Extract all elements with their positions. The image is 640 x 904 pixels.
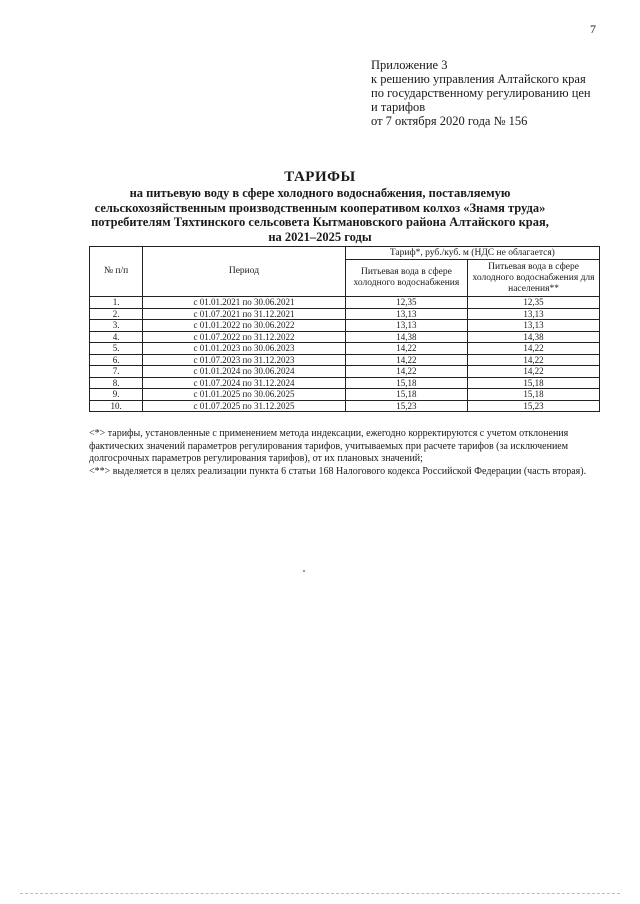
title-sub-line: на питьевую воду в сфере холодного водоснабжения, поставляемую — [129, 186, 511, 200]
tariff-b-cell: 13,13 — [468, 308, 600, 320]
table-row — [90, 354, 600, 366]
document-title — [0, 168, 640, 244]
table-row — [90, 331, 600, 343]
tariff-a-cell: 15,18 — [345, 377, 467, 389]
appendix-line: от 7 октября 2020 года № 156 — [371, 114, 528, 128]
table-row — [90, 320, 600, 332]
period-cell: с 01.07.2021 по 31.12.2021 — [143, 308, 346, 320]
title-sub-line: сельскохозяйственным производственным кооперативом колхоз «Знамя труда» — [94, 200, 546, 215]
row-number-cell: 1. — [90, 297, 143, 309]
page-number: 7 — [590, 22, 596, 36]
row-number-cell: 5. — [90, 343, 143, 355]
header-col-b: Питьевая вода в сфере холодного водоснабжения для населения** — [468, 260, 600, 297]
footnotes — [89, 428, 619, 478]
scan-speck — [303, 570, 305, 572]
appendix-line: к решению управления Алтайского края — [371, 72, 586, 86]
period-cell: с 01.01.2025 по 30.06.2025 — [143, 389, 346, 401]
title-sub-line: потребителям Тяхтинского сельсовета Кытмановского района Алтайского края, — [91, 215, 549, 229]
table-row — [90, 366, 600, 378]
tariff-b-cell: 14,22 — [468, 343, 600, 355]
tariff-b-cell: 14,22 — [468, 354, 600, 366]
tariff-a-cell: 14,38 — [345, 331, 467, 343]
table-row — [90, 343, 600, 355]
header-tariff-group: Тариф*, руб./куб. м (НДС не облагается) — [345, 247, 599, 260]
period-cell: с 01.07.2024 по 31.12.2024 — [143, 377, 346, 389]
table-row — [90, 308, 600, 320]
period-cell: с 01.01.2021 по 30.06.2021 — [143, 297, 346, 309]
tariff-b-cell: 12,35 — [468, 297, 600, 309]
period-cell: с 01.01.2022 по 30.06.2022 — [143, 320, 346, 332]
tariff-a-cell: 15,18 — [345, 389, 467, 401]
tariff-b-cell: 15,23 — [468, 400, 600, 412]
footnote-2: <**> выделяется в целях реализации пункта 6 статьи 168 Налогового кодекса Российской Федерации (часть вторая). — [89, 465, 587, 477]
tariff-a-cell: 13,13 — [345, 308, 467, 320]
page-bottom-edge — [20, 893, 620, 894]
tariff-b-cell: 14,38 — [468, 331, 600, 343]
table-row — [90, 389, 600, 401]
header-num: № п/п — [90, 247, 143, 297]
tariffs-table — [89, 246, 600, 412]
row-number-cell: 2. — [90, 308, 143, 320]
period-cell: с 01.07.2023 по 31.12.2023 — [143, 354, 346, 366]
period-cell: с 01.01.2023 по 30.06.2023 — [143, 343, 346, 355]
row-number-cell: 6. — [90, 354, 143, 366]
tariff-rows — [90, 297, 600, 412]
tariff-b-cell: 14,22 — [468, 366, 600, 378]
header-col-a: Питьевая вода в сфере холодного водоснабжения — [345, 260, 467, 297]
header-period: Период — [143, 247, 346, 297]
appendix-line: по государственному регулированию цен — [371, 86, 591, 100]
row-number-cell: 7. — [90, 366, 143, 378]
tariff-a-cell: 12,35 — [345, 297, 467, 309]
row-number-cell: 10. — [90, 400, 143, 412]
row-number-cell: 8. — [90, 377, 143, 389]
tariff-a-cell: 14,22 — [345, 343, 467, 355]
table-row — [90, 377, 600, 389]
table-row — [90, 297, 600, 309]
tariff-b-cell: 15,18 — [468, 377, 600, 389]
row-number-cell: 9. — [90, 389, 143, 401]
tariff-b-cell: 15,18 — [468, 389, 600, 401]
row-number-cell: 4. — [90, 331, 143, 343]
tariff-a-cell: 14,22 — [345, 354, 467, 366]
row-number-cell: 3. — [90, 320, 143, 332]
footnote-1: <*> тарифы, установленные с применением метода индексации, ежегодно корректируются с учетом отклонения фактических значений параметров регулирования тарифов, учитываемых при расчете тарифов (за исключением долгосрочных параметров регулирования тарифов), от их плановых значений; — [89, 428, 569, 464]
table-row — [90, 400, 600, 412]
appendix-line: Приложение 3 — [371, 58, 448, 72]
period-cell: с 01.07.2025 по 31.12.2025 — [143, 400, 346, 412]
title-sub-line: на 2021–2025 годы — [268, 229, 372, 244]
title-main: ТАРИФЫ — [284, 169, 356, 185]
period-cell: с 01.01.2024 по 30.06.2024 — [143, 366, 346, 378]
tariff-b-cell: 13,13 — [468, 320, 600, 332]
appendix-header — [371, 58, 621, 128]
tariff-a-cell: 15,23 — [345, 400, 467, 412]
appendix-line: и тарифов — [371, 100, 426, 114]
tariff-a-cell: 14,22 — [345, 366, 467, 378]
tariff-a-cell: 13,13 — [345, 320, 467, 332]
period-cell: с 01.07.2022 по 31.12.2022 — [143, 331, 346, 343]
